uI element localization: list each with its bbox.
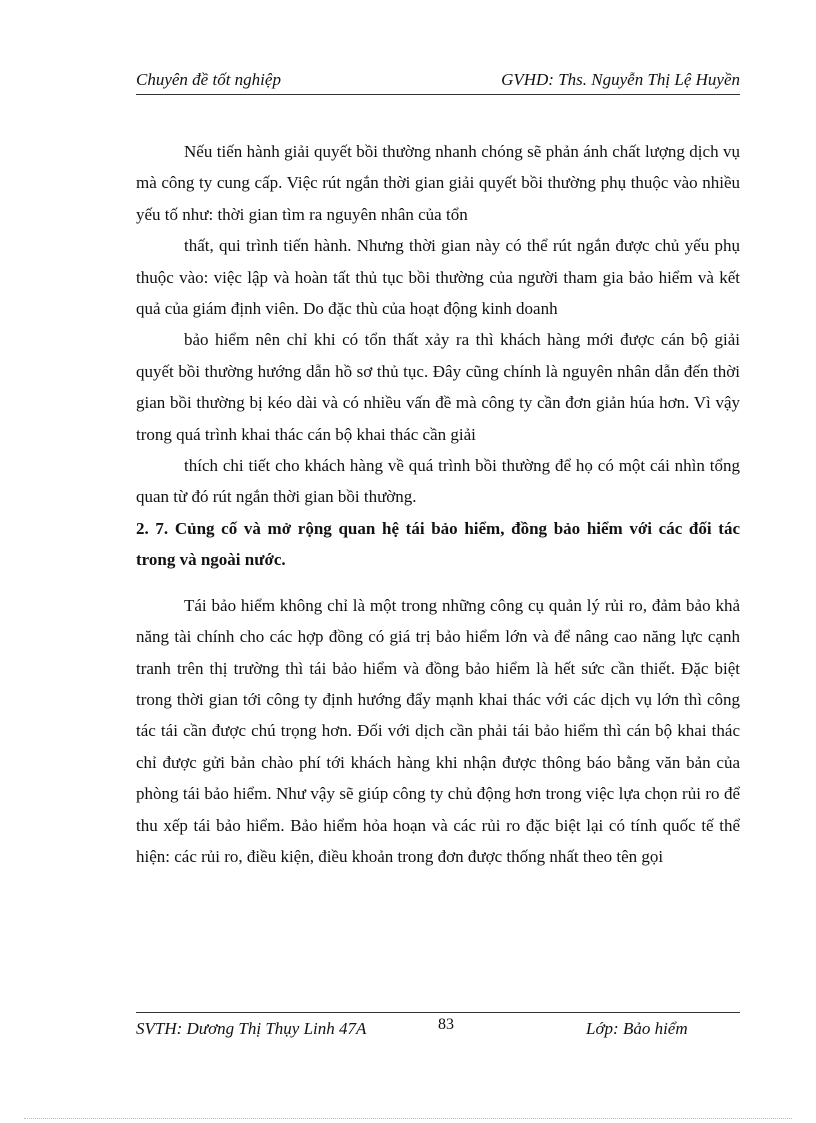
paragraph-2: thất, qui trình tiến hành. Nhưng thời gian này có thể rút ngắn được chủ yếu phụ thuộc vào: việc lập và hoàn tất thủ tục bồi thường của người tham gia bảo hiểm và kết quả của giám định viên. Do đặc thù của hoạt động kinh doanh: [136, 236, 740, 319]
paragraph-4: thích chi tiết cho khách hàng về quá trình bồi thường để họ có một cái nhìn tổng quan từ đó rút ngắn thời gian bồi thường.: [136, 456, 740, 507]
page-body: [136, 136, 740, 872]
header-advisor: GVHD: Ths. Nguyễn Thị Lệ Huyền: [501, 70, 740, 89]
paragraph-3: bảo hiểm nên chỉ khi có tổn thất xảy ra thì khách hàng mới được cán bộ giải quyết bồi thường hướng dẫn hồ sơ thủ tục. Đây cũng chính là nguyên nhân dẫn đến thời gian bồi thường bị kéo dài và có nhiều vấn đề mà công ty cần đơn giản húa hơn. Vì vậy trong quá trình khai thác cán bộ khai thác cần giải: [136, 330, 740, 444]
footer-class: Lớp: Bảo hiểm: [586, 1019, 688, 1038]
paragraph-1: Nếu tiến hành giải quyết bồi thường nhanh chóng sẽ phản ánh chất lượng dịch vụ mà công ty cung cấp. Việc rút ngắn thời gian giải quyết bồi thường phụ thuộc vào nhiều yếu tố như: thời gian tìm ra nguyên nhân của tổn: [136, 142, 740, 224]
footer-student: SVTH: Dương Thị Thụy Linh 47A: [136, 1019, 367, 1038]
bottom-dotted-rule: [24, 1118, 792, 1119]
paragraph-5: Tái bảo hiểm không chỉ là một trong những công cụ quản lý rủi ro, đảm bảo khả năng tài chính cho các hợp đồng có giá trị bảo hiểm lớn và để nâng cao năng lực cạnh tranh trên thị trường thì tái bảo hiểm và đồng bảo hiểm là hết sức cần thiết. Đặc biệt trong thời gian tới công ty định hướng đẩy mạnh khai thác với các dịch vụ lớn thì công tác tái cần được chú trọng hơn. Đối với dịch cần phải tái bảo hiểm thì cán bộ khai thác chỉ được gửi bản chào phí tới khách hàng khi nhận được thông báo bằng văn bản của phòng tái bảo hiểm. Như vậy sẽ giúp công ty chủ động hơn trong việc lựa chọn rủi ro để thu xếp tái bảo hiểm. Bảo hiểm hỏa hoạn và các rủi ro đặc biệt lại có tính quốc tế thể hiện: các rủi ro, điều kiện, điều khoản trong đơn được thống nhất theo tên gọi: [136, 595, 740, 866]
header-title: Chuyên đề tốt nghiệp: [136, 70, 281, 89]
page-footer: [136, 1012, 740, 1038]
section-heading: 2. 7. Củng cố và mở rộng quan hệ tái bảo hiểm, đồng bảo hiểm với các đối tác trong và ngoài nước.: [136, 518, 740, 570]
section-gap: [136, 576, 740, 590]
page-header: [136, 70, 740, 95]
page-number: 83: [438, 1016, 454, 1033]
